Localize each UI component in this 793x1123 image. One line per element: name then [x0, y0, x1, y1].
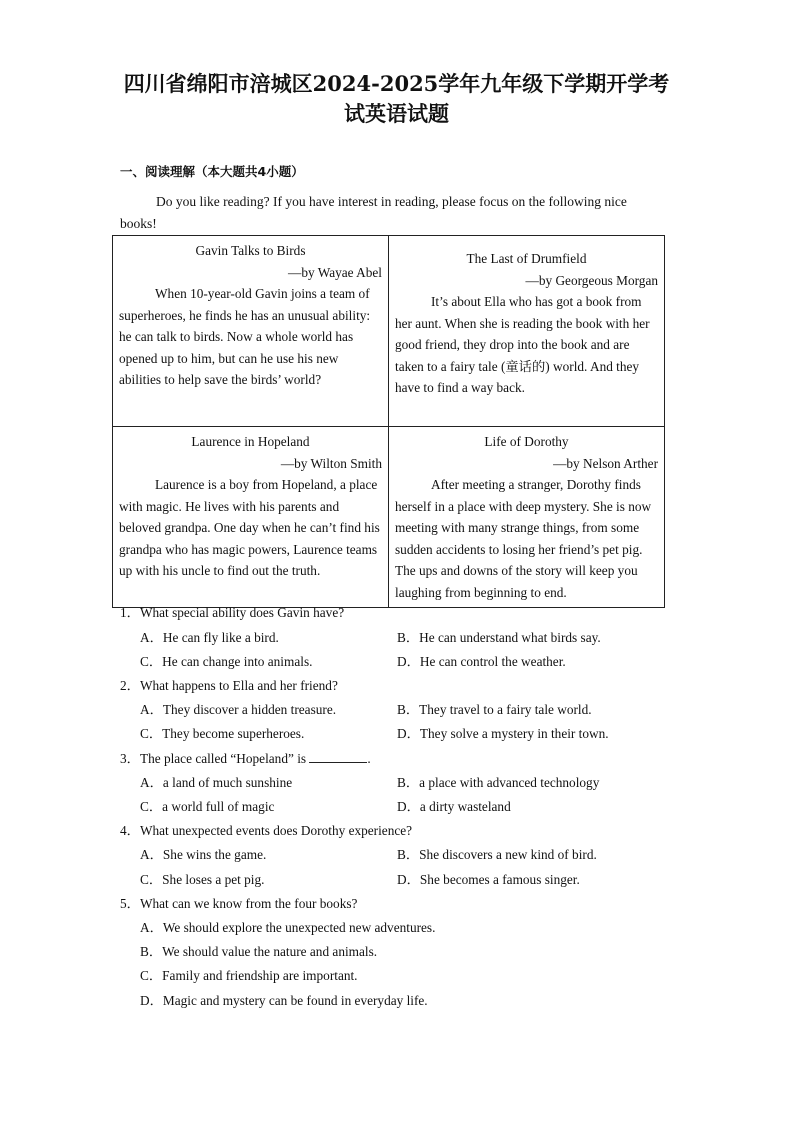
book-title: Life of Dorothy	[484, 434, 569, 449]
question-1-option-c[interactable]: C．He can change into animals.	[140, 654, 313, 669]
section-heading: 一、阅读理解（本大题共4小题）	[120, 164, 304, 179]
book-description: After meeting a stranger, Dorothy finds herself in a place with deep mystery. She is now meeting with many strange things, from some sudden accidents to losing her friend’s pet pig. The ups and downs of the story will keep you laughing from beginning to end.	[395, 477, 652, 600]
book-cell-laurence	[113, 427, 389, 608]
book-author: —by Wilton Smith	[280, 455, 382, 471]
page-title-line-2: 试英语试题	[344, 101, 449, 126]
question-1-option-d[interactable]: D．He can control the weather.	[397, 654, 566, 669]
books-table	[112, 235, 665, 608]
book-cell-dorothy	[389, 427, 665, 608]
question-2-option-d[interactable]: D．They solve a mystery in their town.	[397, 726, 609, 741]
question-2-option-c[interactable]: C．They become superheroes.	[140, 726, 305, 741]
question-5-option-b[interactable]: B．We should value the nature and animals.	[140, 944, 378, 959]
question-3-stem	[120, 748, 371, 767]
book-title: Laurence in Hopeland	[191, 434, 310, 449]
book-author: —by Nelson Arther	[553, 455, 658, 471]
question-2-option-a[interactable]: A．They discover a hidden treasure.	[140, 702, 337, 717]
book-author: —by Wayae Abel	[288, 264, 382, 280]
question-1-option-a[interactable]: A．He can fly like a bird.	[140, 630, 279, 645]
book-title: The Last of Drumfield	[466, 251, 587, 266]
question-4-option-d[interactable]: D．She becomes a famous singer.	[397, 872, 580, 887]
book-cell-gavin	[113, 236, 389, 427]
book-title: Gavin Talks to Birds	[195, 243, 306, 258]
question-3-option-a[interactable]: A．a land of much sunshine	[140, 775, 293, 790]
question-1-option-b[interactable]: B．He can understand what birds say.	[397, 630, 601, 645]
question-3-stem-end: .	[367, 751, 371, 766]
question-3-option-c[interactable]: C．a world full of magic	[140, 799, 275, 814]
question-4-option-c[interactable]: C．She loses a pet pig.	[140, 872, 265, 887]
question-2-option-b[interactable]: B．They travel to a fairy tale world.	[397, 702, 592, 717]
page-title-line-1: 四川省绵阳市涪城区2024-2025学年九年级下学期开学考	[123, 71, 670, 96]
question-3-option-d[interactable]: D．a dirty wasteland	[397, 799, 511, 814]
book-cell-drumfield	[389, 236, 665, 427]
book-author: —by Georgeous Morgan	[525, 272, 658, 288]
question-5-option-d[interactable]: D．Magic and mystery can be found in everyday life.	[140, 993, 428, 1008]
question-5-option-c[interactable]: C．Family and friendship are important.	[140, 968, 358, 983]
intro-paragraph: Do you like reading? If you have interest in reading, please focus on the following nice books!	[120, 194, 627, 231]
question-4-option-a[interactable]: A．She wins the game.	[140, 847, 267, 862]
question-3-option-b[interactable]: B．a place with advanced technology	[397, 775, 600, 790]
book-description: When 10-year-old Gavin joins a team of superheroes, he finds he has an unusual ability: he can talk to birds. Now a whole world has opened up to him, but can he use his new abilities to help save the birds’ world?	[119, 286, 371, 387]
question-1-stem: 1．What special ability does Gavin have?	[120, 605, 345, 620]
book-description: Laurence is a boy from Hopeland, a place with magic. He lives with his parents and beloved grandpa. One day when he can’t find his grandpa who has magic powers, Laurence teams up with his uncle to find out the truth.	[119, 477, 380, 578]
question-5-stem: 5．What can we know from the four books?	[120, 896, 358, 911]
question-4-stem: 4．What unexpected events does Dorothy experience?	[120, 823, 413, 838]
question-3-stem-text: 3．The place called “Hopeland” is	[120, 751, 310, 766]
answer-blank	[309, 750, 367, 763]
question-4-option-b[interactable]: B．She discovers a new kind of bird.	[397, 847, 597, 862]
question-2-stem: 2．What happens to Ella and her friend?	[120, 678, 338, 693]
question-5-option-a[interactable]: A．We should explore the unexpected new adventures.	[140, 920, 436, 935]
book-description: It’s about Ella who has got a book from her aunt. When she is reading the book with her good friend, they drop into the book and are taken to a fairy tale (童话的) world. And they have to find a way back.	[395, 294, 650, 395]
